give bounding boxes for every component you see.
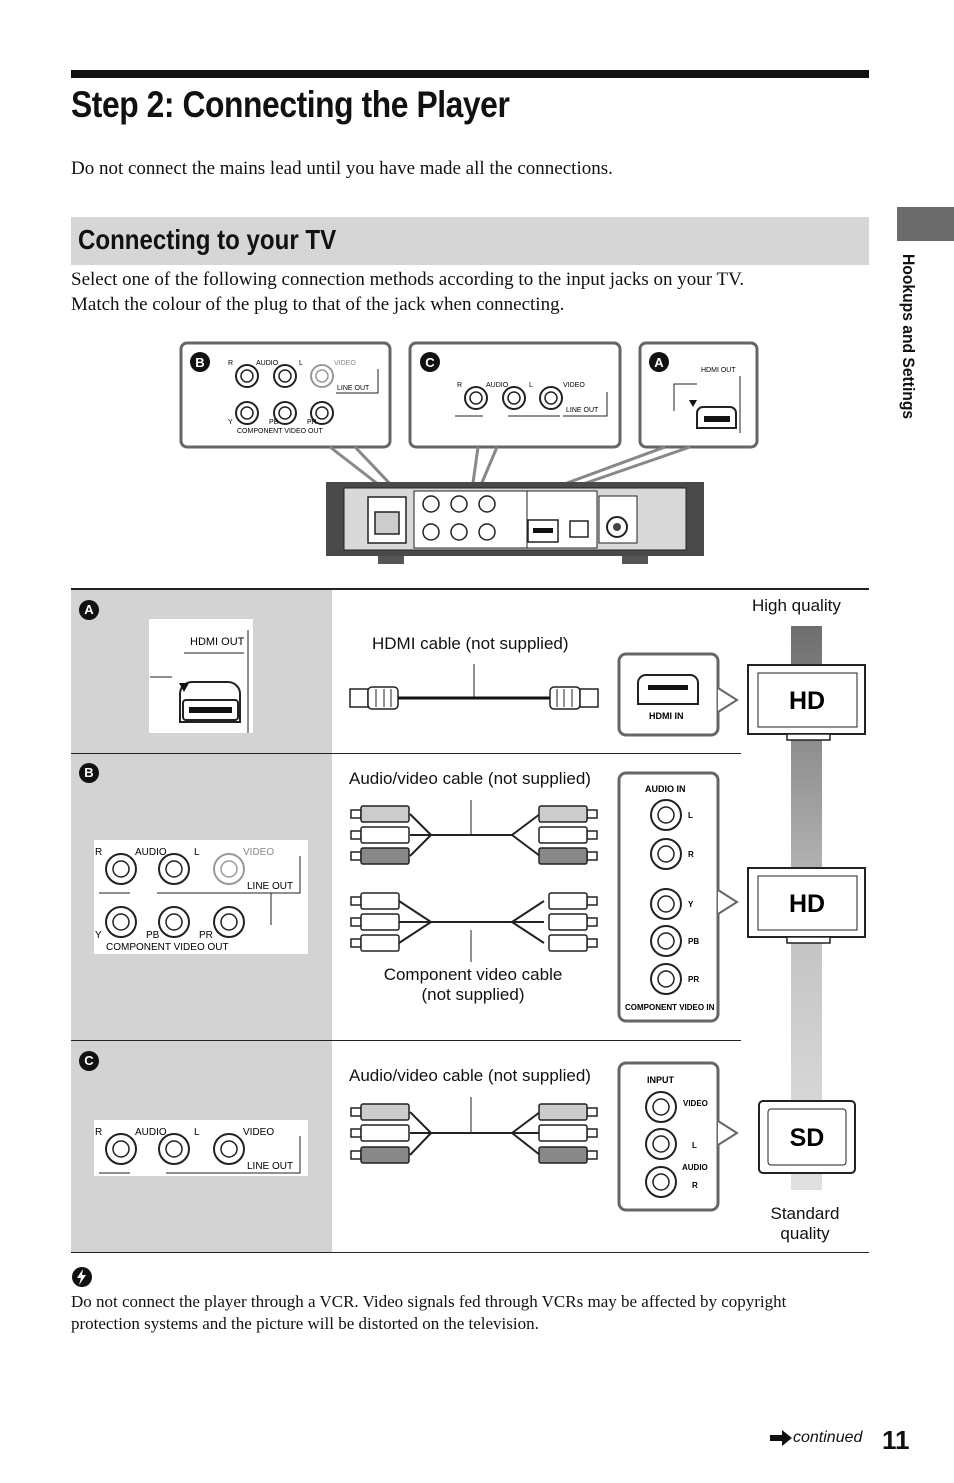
svg-text:COMPONENT VIDEO IN: COMPONENT VIDEO IN bbox=[625, 1003, 715, 1012]
row-c-cable-label: Audio/video cable (not supplied) bbox=[349, 1066, 591, 1085]
row-a-hdmi-cable bbox=[345, 662, 605, 734]
row-b-tv-input-panel bbox=[616, 770, 740, 1024]
svg-text:VIDEO: VIDEO bbox=[334, 360, 356, 367]
svg-text:VIDEO: VIDEO bbox=[243, 847, 275, 858]
svg-text:HD: HD bbox=[788, 890, 826, 918]
svg-text:L: L bbox=[529, 382, 533, 389]
section-paragraph-line1: Select one of the following connection methods according to the input jacks on your TV. bbox=[71, 269, 745, 290]
svg-text:AUDIO: AUDIO bbox=[486, 382, 509, 389]
quality-high-label: High quality bbox=[752, 596, 841, 615]
svg-text:R: R bbox=[95, 1127, 103, 1138]
row-a-cable-label: HDMI cable (not supplied) bbox=[372, 634, 569, 653]
table-bottom-rule bbox=[71, 1252, 869, 1253]
row-a-tv-hdmi-in-panel bbox=[616, 650, 740, 740]
svg-text:PB: PB bbox=[688, 937, 700, 946]
continued-arrow-icon bbox=[770, 1430, 792, 1446]
note-line2: protection systems and the picture will be distorted on the television. bbox=[71, 1314, 539, 1333]
note-line1: Do not connect the player through a VCR. Video signals fed through VCRs may be affected by copyright bbox=[71, 1292, 787, 1311]
svg-text:LINE OUT: LINE OUT bbox=[247, 1161, 294, 1172]
callout-letter-b: B bbox=[195, 355, 205, 370]
svg-text:AUDIO: AUDIO bbox=[135, 847, 167, 858]
section-title: Connecting to your TV bbox=[78, 224, 337, 255]
svg-text:PR: PR bbox=[688, 975, 700, 984]
svg-text:COMPONENT VIDEO OUT: COMPONENT VIDEO OUT bbox=[237, 428, 323, 435]
row-b-cables bbox=[345, 798, 605, 966]
svg-text:Y: Y bbox=[688, 900, 694, 909]
svg-text:R: R bbox=[688, 850, 694, 859]
svg-text:R: R bbox=[692, 1181, 698, 1190]
svg-text:L: L bbox=[299, 360, 303, 367]
svg-text:R: R bbox=[95, 847, 103, 858]
svg-text:AUDIO: AUDIO bbox=[682, 1163, 708, 1172]
page-title: Step 2: Connecting the Player bbox=[71, 84, 510, 125]
svg-text:R: R bbox=[457, 382, 463, 389]
side-tab-marker bbox=[897, 207, 954, 241]
svg-text:COMPONENT VIDEO OUT: COMPONENT VIDEO OUT bbox=[106, 942, 229, 953]
svg-text:VIDEO: VIDEO bbox=[243, 1127, 275, 1138]
svg-text:VIDEO: VIDEO bbox=[683, 1099, 708, 1108]
row-c-cable bbox=[345, 1095, 605, 1175]
player-rear-panel-diagram bbox=[170, 336, 770, 576]
side-tab-label: Hookups and Settings bbox=[899, 254, 918, 420]
svg-text:L: L bbox=[194, 847, 200, 858]
continued-label: continued bbox=[793, 1429, 863, 1446]
row-c-tv-sd bbox=[756, 1098, 858, 1178]
svg-text:HDMI IN: HDMI IN bbox=[649, 711, 684, 721]
svg-text:R: R bbox=[228, 360, 234, 367]
svg-text:LINE OUT: LINE OUT bbox=[566, 407, 599, 414]
svg-text:HDMI OUT: HDMI OUT bbox=[701, 367, 736, 374]
row-divider-bc bbox=[71, 1040, 741, 1041]
svg-text:HDMI OUT: HDMI OUT bbox=[190, 636, 245, 648]
row-letter-c: C bbox=[79, 1051, 99, 1071]
row-b-cable-label: Audio/video cable (not supplied) bbox=[349, 769, 591, 788]
row-a-tv-hd bbox=[746, 662, 870, 744]
svg-text:L: L bbox=[688, 811, 693, 820]
svg-text:PB: PB bbox=[146, 930, 160, 941]
page-number: 11 bbox=[882, 1425, 910, 1455]
svg-text:VIDEO: VIDEO bbox=[563, 382, 585, 389]
svg-text:L: L bbox=[194, 1127, 200, 1138]
top-rule bbox=[71, 70, 869, 78]
svg-text:HD: HD bbox=[788, 687, 826, 715]
row-a-player-hdmi-jack bbox=[148, 618, 254, 734]
row-b-tv-hd bbox=[746, 866, 870, 948]
svg-text:LINE OUT: LINE OUT bbox=[337, 385, 370, 392]
row-letter-b: B bbox=[79, 763, 99, 783]
svg-text:AUDIO: AUDIO bbox=[256, 360, 279, 367]
svg-text:LINE OUT: LINE OUT bbox=[247, 881, 294, 892]
svg-text:Y: Y bbox=[228, 419, 233, 426]
quality-standard-label: Standard quality bbox=[770, 1204, 840, 1243]
row-letter-a: A bbox=[79, 600, 99, 620]
svg-text:PR: PR bbox=[199, 930, 213, 941]
svg-text:L: L bbox=[692, 1141, 697, 1150]
row-c-player-jacks bbox=[93, 1119, 309, 1177]
note-icon bbox=[71, 1266, 93, 1288]
intro-text: Do not connect the mains lead until you have made all the connections. bbox=[71, 158, 613, 179]
svg-text:PR: PR bbox=[307, 419, 317, 426]
row-b-component-cable-label: Component video cable (not supplied) bbox=[383, 965, 563, 1004]
svg-text:SD: SD bbox=[789, 1124, 825, 1152]
section-paragraph-line2: Match the colour of the plug to that of the jack when connecting. bbox=[71, 294, 565, 315]
svg-text:AUDIO: AUDIO bbox=[135, 1127, 167, 1138]
callout-letter-a: A bbox=[654, 355, 664, 370]
svg-text:INPUT: INPUT bbox=[647, 1075, 674, 1085]
callout-letter-c: C bbox=[425, 355, 435, 370]
row-b-player-jacks bbox=[93, 839, 309, 955]
row-c-tv-input-panel bbox=[616, 1060, 740, 1214]
svg-text:AUDIO IN: AUDIO IN bbox=[645, 784, 686, 794]
row-divider-ab bbox=[71, 753, 741, 754]
svg-text:PB: PB bbox=[269, 419, 279, 426]
svg-text:Y: Y bbox=[95, 930, 102, 941]
